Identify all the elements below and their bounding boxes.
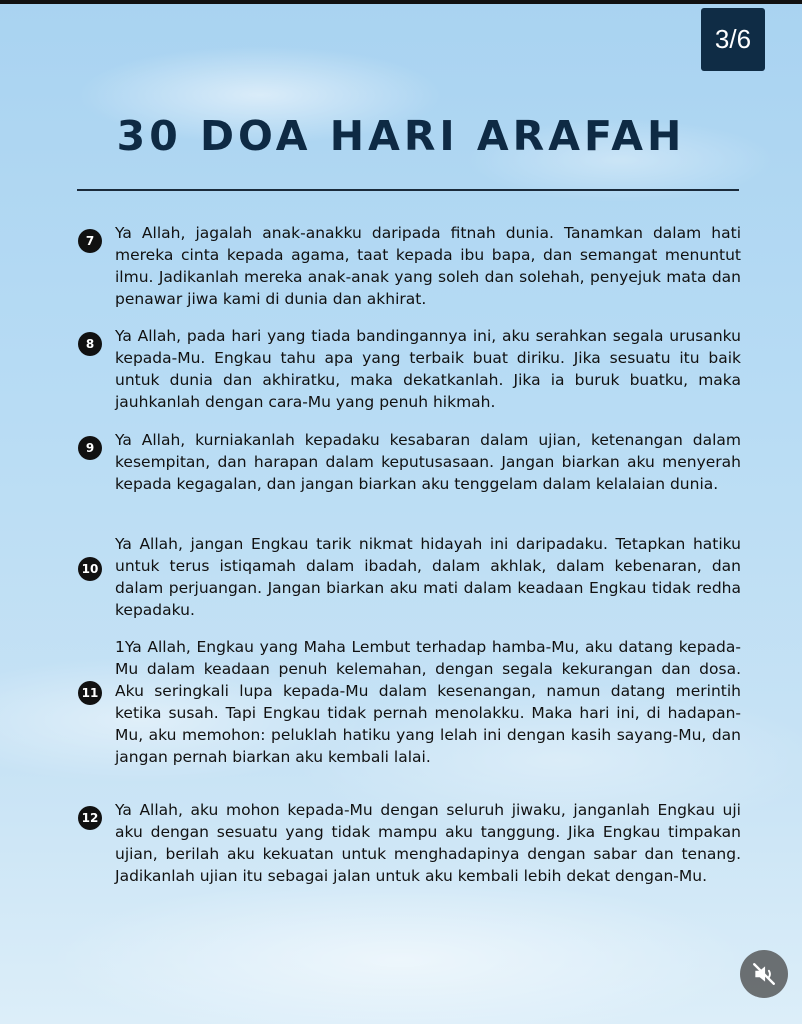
prayer-text: Ya Allah, aku mohon kepada-Mu dengan seluruh jiwaku, janganlah Engkau uji aku dengan sesuatu yang tidak mampu aku tanggung. Jika Engkau timpakan ujian, berilah aku kekuatan untuk menghadapinya dengan sabar dan tenang. Jadikanlah ujian itu sebagai jalan untuk aku kembali lebih dekat dengan-Mu. [115,801,741,885]
prayer-number-badge: 12 [78,806,102,830]
prayer-number-badge: 11 [78,681,102,705]
prayer-text: Ya Allah, jangan Engkau tarik nikmat hidayah ini daripadaku. Tetapkan hatiku untuk terus istiqamah dalam ibadah, dalam akhlak, dalam kebenaran, dan dalam perjuangan. Jangan biarkan aku mati dalam keadaan Engkau tidak redha kepadaku. [115,535,741,619]
page-indicator: 3/6 [701,8,765,71]
prayer-number-badge: 10 [78,557,102,581]
prayer-text: Ya Allah, kurniakanlah kepadaku kesabaran dalam ujian, ketenangan dalam kesempitan, dan harapan dalam keputusasaan. Jangan biarkan aku menyerah kepada kegagalan, dan jangan biarkan aku tenggelam dalam kelalaian dunia. [115,431,741,493]
prayer-number-badge: 9 [78,436,102,460]
prayer-text: Ya Allah, pada hari yang tiada bandingannya ini, aku serahkan segala urusanku kepada-Mu. Engkau tahu apa yang terbaik buat diriku. Jika sesuatu itu baik untuk dunia dan akhiratku, maka dekatkanlah. Jika ia buruk buatku, maka jauhkanlah dengan cara-Mu yang penuh hikmah. [115,327,741,411]
prayer-text: Ya Allah, jagalah anak-anakku daripada fitnah dunia. Tanamkan dalam hati mereka cinta kepada agama, taat kepada ibu bapa, dan semangat menuntut ilmu. Jadikanlah mereka anak-anak yang soleh dan solehah, penyejuk mata dan penawar jiwa kami di dunia dan akhirat. [115,224,741,308]
page-title: 30 DOA HARI ARAFAH [116,112,686,160]
speaker-muted-icon [751,961,777,987]
prayer-number-badge: 8 [78,332,102,356]
prayer-number-badge: 7 [78,229,102,253]
mute-button[interactable] [740,950,788,998]
prayer-text: 1Ya Allah, Engkau yang Maha Lembut terhadap hamba-Mu, aku datang kepada-Mu dalam keadaan penuh kelemahan, dengan segala kekurangan dan dosa. Aku seringkali lupa kepada-Mu dalam kesenangan, namun datang merintih ketika susah. Tapi Engkau tidak pernah menolakku. Maka hari ini, di hadapan-Mu, aku memohon: peluklah hatiku yang lelah ini dengan kasih sayang-Mu, dan jangan pernah biarkan aku kembali lalai. [115,638,741,766]
